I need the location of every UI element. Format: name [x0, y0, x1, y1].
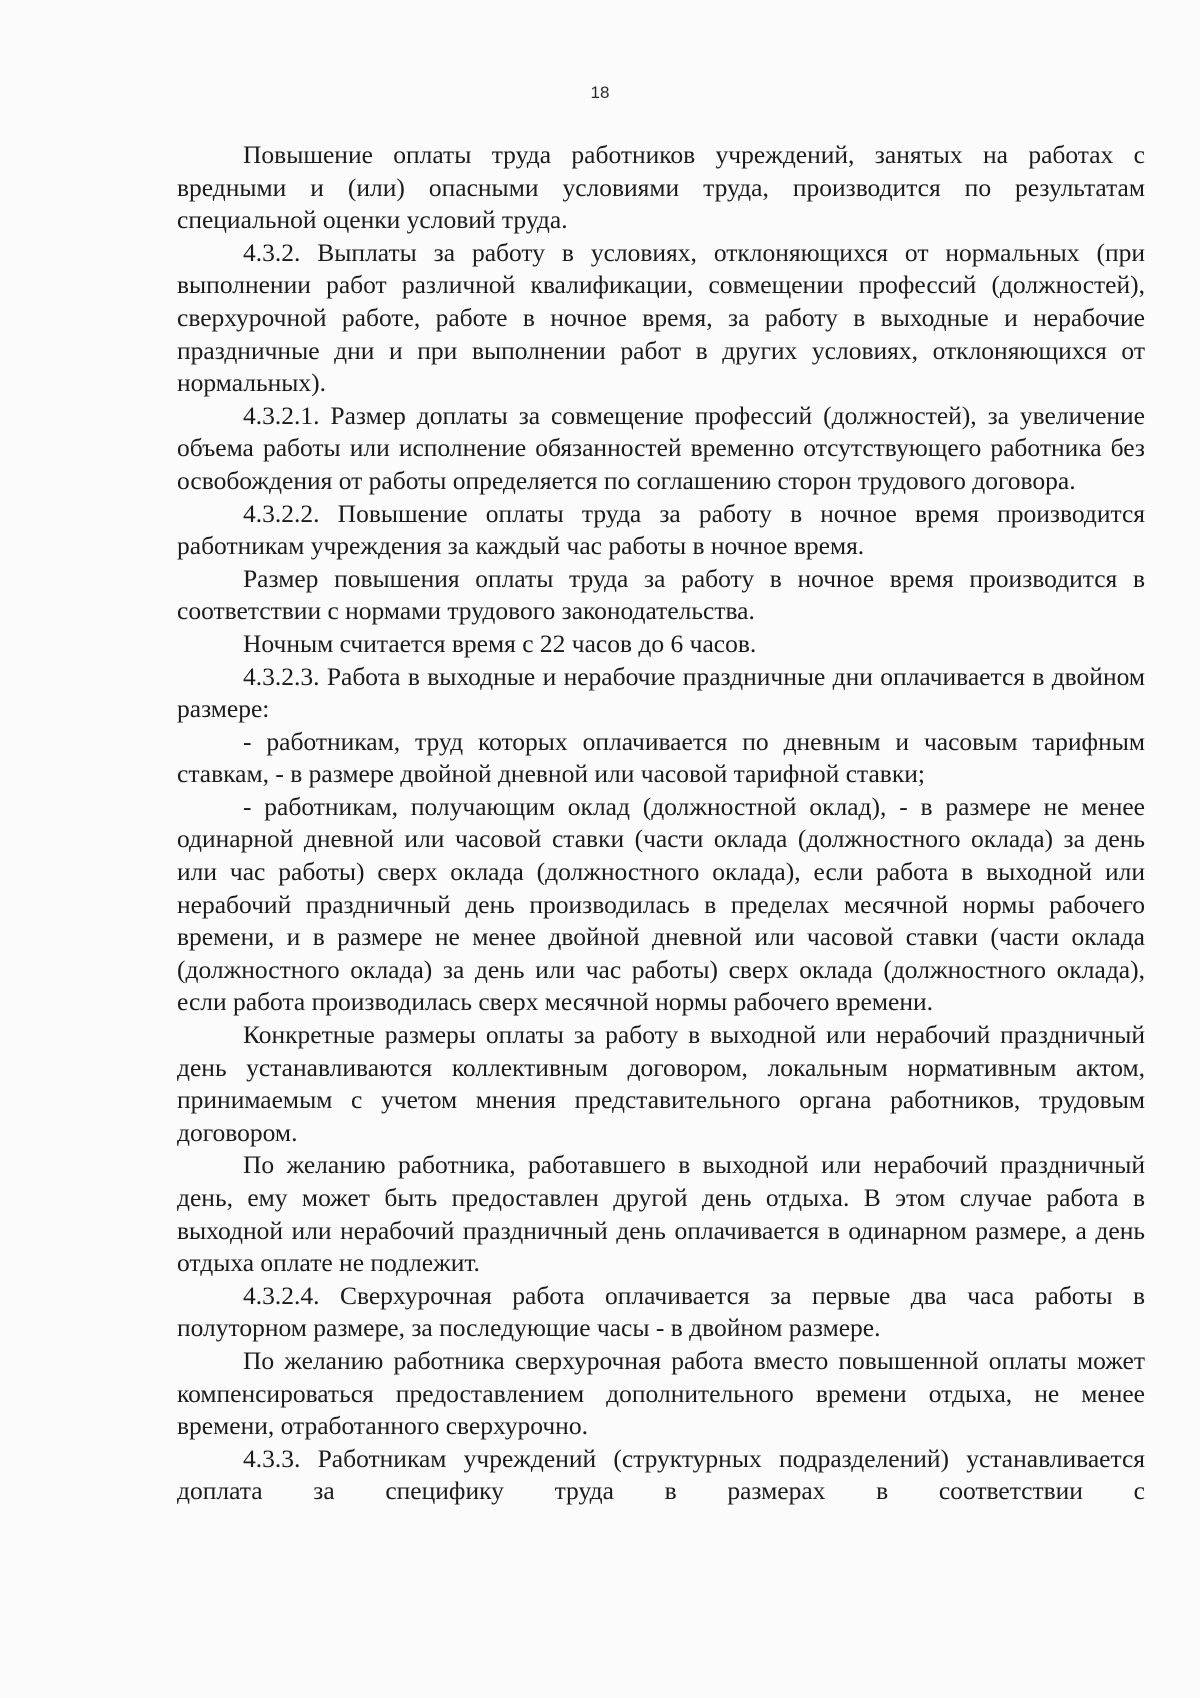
paragraph-4-3-2: 4.3.2. Выплаты за работу в условиях, отклоняющихся от нормальных (при выполнении работ различной квалификации, совмещении профессий (должностей), сверхурочной работе, работе в ночное время, за работу в выходные и нерабочие праздничные дни и при выполнении работ в других условиях, отклоняющихся от нормальных). [177, 237, 1145, 398]
paragraph-4-3-2-2: 4.3.2.2. Повышение оплаты труда за работу в ночное время производится работникам учреждения за каждый час работы в ночное время. [177, 498, 1145, 561]
paragraph-night-time-definition: Ночным считается время с 22 часов до 6 часов. [243, 628, 757, 658]
paragraph-day-off-option: По желанию работника, работавшего в выходной или нерабочий праздничный день, ему может быть предоставлен другой день отдыха. В этом случае работа в выходной или нерабочий праздничный день оплачивается в одинарном размере, а день отдыха оплате не подлежит. [177, 1150, 1145, 1278]
page-number: 18 [590, 83, 610, 102]
list-item-tariff-rate-workers: - работникам, труд которых оплачивается по дневным и часовым тарифным ставкам, - в размере двойной дневной или часовой тарифной ставки; [177, 726, 1145, 789]
paragraph-hazardous-conditions-pay: Повышение оплаты труда работников учреждений, занятых на работах с вредными и (или) опасными условиями труда, производится по результатам специальной оценки условий труда. [177, 140, 1145, 235]
paragraph-4-3-3: 4.3.3. Работникам учреждений (структурных подразделений) устанавливается доплата за специфику труда в размерах в соответствии с [177, 1443, 1145, 1506]
paragraph-specific-holiday-pay: Конкретные размеры оплаты за работу в выходной или нерабочий праздничный день устанавливаются коллективным договором, локальным нормативным актом, принимаемым с учетом мнения представительного органа работников, трудовым договором. [177, 1020, 1145, 1147]
paragraph-overtime-compensation: По желанию работника сверхурочная работа вместо повышенной оплаты может компенсироваться предоставлением дополнительного времени отдыха, не менее времени, отработанного сверхурочно. [177, 1345, 1145, 1441]
paragraph-4-3-2-1: 4.3.2.1. Размер доплаты за совмещение профессий (должностей), за увеличение объема работы или исполнение обязанностей временно отсутствующего работника без освобождения от работы определяется по соглашению сторон трудового договора. [177, 400, 1145, 495]
document-body [177, 139, 1145, 1508]
paragraph-4-3-2-4: 4.3.2.4. Сверхурочная работа оплачивается за первые два часа работы в полуторном размере, за последующие часы - в двойном размере. [177, 1280, 1145, 1343]
list-item-salaried-workers: - работникам, получающим оклад (должностной оклад), - в размере не менее одинарной дневной или часовой ставки (части оклада (должностного оклада) за день или час работы) сверх оклада (должностного оклада), если работа в выходной или нерабочий праздничный день производилась в пределах месячной нормы рабочего времени, и в размере не менее двойной дневной или часовой ставки (части оклада (должностного оклада) за день или час работы) сверх оклада (должностного оклада), если работа производилась сверх месячной нормы рабочего времени. [177, 791, 1145, 1017]
paragraph-4-3-2-3: 4.3.2.3. Работа в выходные и нерабочие праздничные дни оплачивается в двойном размере: [177, 661, 1145, 724]
paragraph-night-pay-amount: Размер повышения оплаты труда за работу в ночное время производится в соответствии с нормами трудового законодательства. [177, 563, 1145, 626]
